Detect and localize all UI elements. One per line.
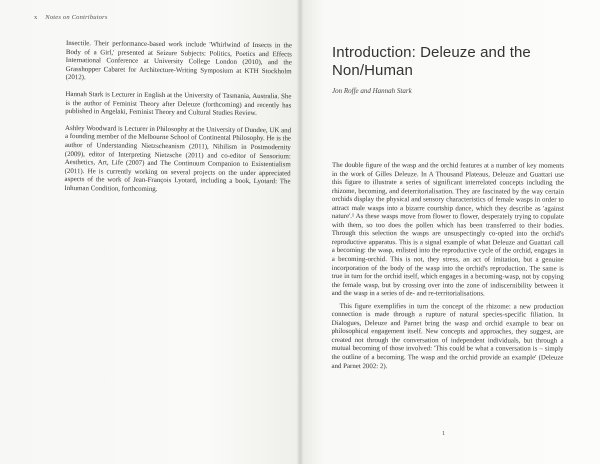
- right-page: [300, 0, 600, 464]
- running-head-title: Notes on Contributors: [45, 14, 108, 21]
- folio: 1: [442, 430, 446, 437]
- contributor-notes: [64, 40, 292, 204]
- body-paragraph: The double figure of the wasp and the orchid features at a number of key moments in the work of Gilles Deleuze. In A Thousand Plateaus, Deleuze and Guattari use this figure to illustrate a series of significant interrelated concepts including the rhizome, becoming, and deterritorialisation. They are fascinated by the way certain orchids display the physical and sensory characteristics of female wasps in order to attract male wasps into a bizarre courtship dance, which they describe as 'against nature'.¹ As these wasps move from flower to flower, desperately trying to copulate with them, so too does the pollen which has been transferred to their bodies. Through this selection the wasps are unsuspectingly co-opted into the orchid's reproductive apparatus. This is a signal example of what Deleuze and Guattari call a becoming: the wasp, enlisted into the reproductive cycle of the orchid, engages in a becoming-orchid. This is not, they stress, an act of imitation, but a genuine incorporation of the body of the wasp into the orchid's reproduction. The same is true in turn for the orchid itself, which engages in a becoming-wasp, not by copying the female wasp, but by crossing over into the zone of indiscernibility between it and the wasp in a series of de- and re-territorialisations.: [331, 162, 564, 298]
- page-number: x: [34, 14, 38, 21]
- body-paragraph: This figure exemplifies in turn the concept of the rhizome: a new production connection is made through a rupture of natural species-specific filiation. In Dialogues, Deleuze and Parnet bring the wasp and orchid example to bear on philosophical engagement itself. New concepts and approaches, they suggest, are created not through the conversation of independent individuals, but through a mutual becoming of those involved: 'This could be what a conversation is – simply the outline of a becoming. The wasp and the orchid provide an example' (Deleuze and Parnet 2002: 2).: [331, 302, 564, 370]
- chapter-title: [332, 44, 582, 80]
- chapter-title-line: Non/Human: [332, 62, 413, 79]
- book-gutter: [297, 0, 303, 464]
- chapter-authors: Jon Roffe and Hannah Stark: [332, 87, 412, 95]
- contributor-paragraph: Hannah Stark is Lecturer in English at the University of Tasmania, Australia. She is the author of Feminist Theory after Deleuze (forthcoming) and recently has published in Angelaki, Feminist Theory and Cultural Studies Review.: [65, 90, 292, 118]
- contributor-paragraph: Ashley Woodward is Lecturer in Philosophy at the University of Dundee, UK and a founding member of the Melbourne School of Continental Philosophy. He is the author of Understanding Nietzscheanism (2011), Nihilism in Postmodernity (2009), editor of Interpreting Nietzsche (2011) and co-editor of Sensorium: Aesthetics, Art, Life (2007) and The Continuum Companion to Existentialism (2011). He is currently working on several projects on the under appreciated aspects of the work of Jean-François Lyotard, including a book, Lyotard: The Inhuman Condition, forthcoming.: [64, 124, 292, 193]
- running-head: [34, 14, 108, 21]
- chapter-title-line: Introduction: Deleuze and the: [332, 44, 531, 61]
- contributor-paragraph: Insectile. Their performance-based work include 'Whirlwind of Insects in the Body of a Girl,' presented at Seizure Subjects: Politics, Poetics and Effects International Conference at University College London (2010), and the Grasshopper Cabaret for Architecture-Writing Symposium at KTH Stockholm (2012).: [65, 40, 292, 82]
- chapter-body: [331, 162, 564, 372]
